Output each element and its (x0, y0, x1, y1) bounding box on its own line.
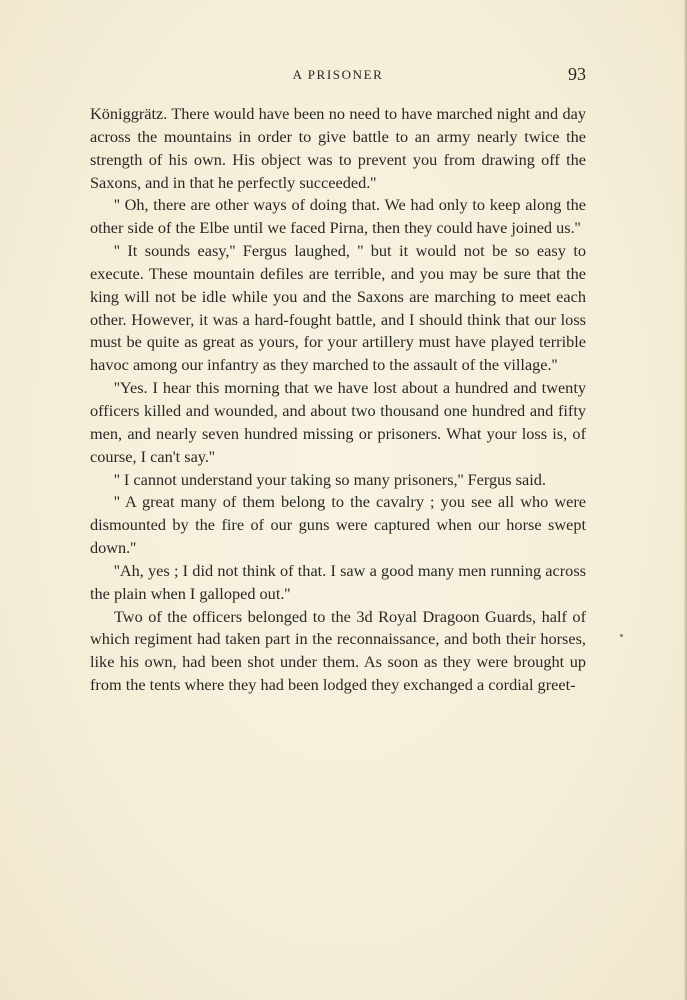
paragraph: Two of the officers belonged to the 3d Royal Dragoon Guards, half of which regiment had taken part in the reconnaissance, and both their horses, like his own, had been shot under them. As soon as they were brought up from the tents where they had been lodged they exchanged a cordial greet- (90, 606, 586, 695)
paragraph: '' It sounds easy,'' Fergus laughed, '' but it would not be so easy to execute. These mountain defiles are terrible, and you may be sure that the king will not be idle while you and the Saxons are marching to meet each other. However, it was a hard-fought battle, and I should think that our loss must be quite as great as yours, for your artillery must have played terrible havoc among our infantry as they marched to the assault of the village.'' (90, 241, 586, 375)
paragraph: ''Yes. I hear this morning that we have lost about a hundred and twenty officers killed and wounded, and about two thousand one hundred and fifty men, and nearly seven hundred missing or prisoners. What your loss is, of course, I can't say.'' (90, 378, 586, 466)
page-header (90, 64, 586, 86)
paragraph: ''Ah, yes ; I did not think of that. I saw a good many men running across the plain when I galloped out.'' (90, 560, 586, 603)
paragraph: '' Oh, there are other ways of doing that. We had only to keep along the other side of the Elbe until we faced Pirna, then they could have joined us.'' (90, 195, 586, 238)
running-head: A PRISONER (292, 67, 384, 82)
paragraph: '' A great many of them belong to the cavalry ; you see all who were dismounted by the fire of our guns were captured when our horse swept down.'' (90, 492, 586, 558)
margin-speck (620, 634, 623, 637)
body-text (90, 103, 586, 697)
paragraph: Königgrätz. There would have been no need to have marched night and day across the mountains in order to give battle to an army nearly twice the strength of his own. His object was to prevent you from drawing off the Saxons, and in that he perfectly succeeded.'' (90, 104, 586, 192)
page-number: 93 (568, 64, 586, 84)
paragraph: '' I cannot understand your taking so many prisoners,'' Fergus said. (114, 469, 546, 489)
